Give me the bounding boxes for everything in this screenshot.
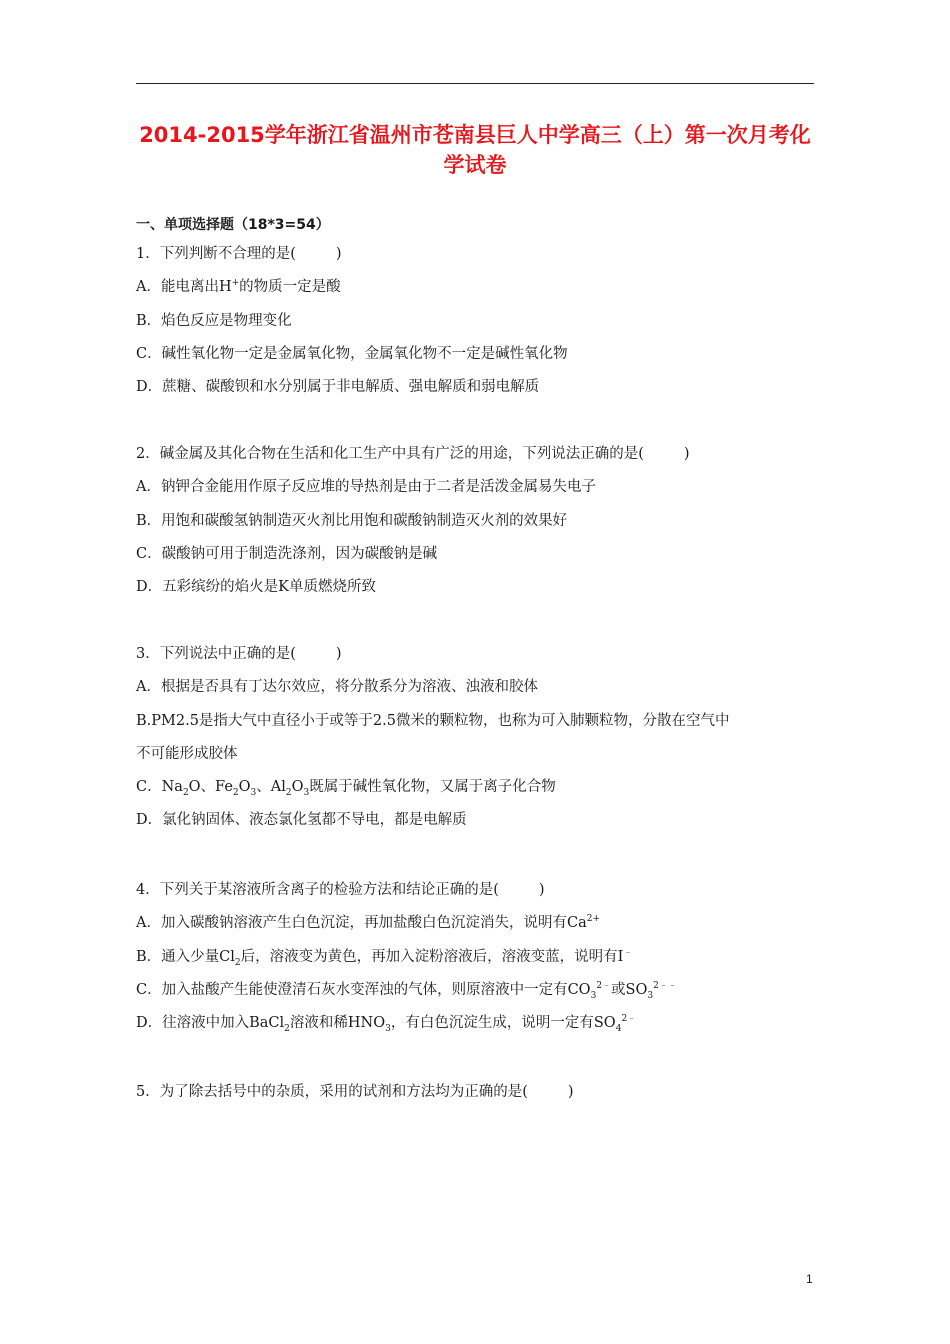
page-number: 1 bbox=[806, 1272, 813, 1286]
option-b: B．通入少量$Cl_2$后，溶液变为黄色，再加入淀粉溶液后，溶液变蓝，说明有I﹣ bbox=[136, 947, 633, 968]
question-3 bbox=[136, 638, 826, 838]
option-b: B．焰色反应是物理变化 bbox=[136, 312, 292, 329]
section-heading: 一、单项选择题（18*3=54） bbox=[136, 217, 330, 233]
question-stem: 4．下列关于某溶液所含离子的检验方法和结论正确的是( ) bbox=[136, 882, 545, 898]
option-a: A．根据是否具有丁达尔效应，将分散系分为溶液、浊液和胶体 bbox=[136, 679, 538, 696]
question-5 bbox=[136, 1076, 826, 1109]
title-line-2: 学试卷 bbox=[443, 153, 507, 177]
option-c: C．碱性氧化物一定是金属氧化物，金属氧化物不一定是碱性氧化物 bbox=[136, 345, 568, 362]
option-c: C．碳酸钠可用于制造洗涤剂，因为碳酸钠是碱 bbox=[136, 545, 438, 562]
page-title bbox=[136, 120, 814, 180]
option-d: D．蔗糖、碳酸钡和水分别属于非电解质、强电解质和弱电解质 bbox=[136, 379, 540, 396]
option-d: D．往溶液中加入BaCl$_2$溶液和稀$HNO_3$，有白色沉淀生成，说明一定有$SO_4^{2﹣}$ bbox=[136, 1014, 637, 1035]
option-a: A．钠钾合金能用作原子反应堆的导热剂是由于二者是活泼金属易失电子 bbox=[136, 479, 596, 496]
option-d: D．氯化钠固体、液态氯化氢都不导电，都是电解质 bbox=[136, 812, 467, 829]
question-stem: 2．碱金属及其化合物在生活和化工生产中具有广泛的用途，下列说法正确的是( ) bbox=[136, 446, 690, 462]
option-a: A．加入碳酸钠溶液产生白色沉淀，再加盐酸白色沉淀消失，说明有$Ca^{2+}$ bbox=[136, 914, 600, 932]
option-a: A．能电离出H+的物质一定是酸 bbox=[136, 278, 341, 296]
question-1 bbox=[136, 238, 826, 404]
header-rule bbox=[136, 83, 814, 84]
option-c: C．$Na_2O$、$Fe_2O_3$、$Al_2O_3$既属于碱性氧化物，又属于离子化合物 bbox=[136, 779, 556, 799]
question-stem: 1．下列判断不合理的是( ) bbox=[136, 246, 342, 262]
question-4 bbox=[136, 874, 826, 1040]
question-stem: 5．为了除去括号中的杂质，采用的试剂和方法均为正确的是( ) bbox=[136, 1084, 574, 1100]
title-line-1: 2014-2015学年浙江省温州市苍南县巨人中学高三（上）第一次月考化 bbox=[139, 123, 811, 147]
question-2 bbox=[136, 438, 826, 604]
question-stem: 3．下列说法中正确的是( ) bbox=[136, 646, 342, 662]
option-b-continued: 不可能形成胶体 bbox=[136, 745, 238, 762]
option-d: D．五彩缤纷的焰火是K单质燃烧所致 bbox=[136, 579, 376, 596]
option-b: B.PM2.5是指大气中直径小于或等于2.5微米的颗粒物，也称为可入肺颗粒物，分散在空气中 bbox=[136, 712, 730, 729]
option-c: C．加入盐酸产生能使澄清石灰水变浑浊的气体，则原溶液中一定有$CO_3^{2﹣}$或$SO_3^{2﹣﹣}$ bbox=[136, 981, 677, 1001]
option-b: B．用饱和碳酸氢钠制造灭火剂比用饱和碳酸钠制造灭火剂的效果好 bbox=[136, 512, 568, 529]
